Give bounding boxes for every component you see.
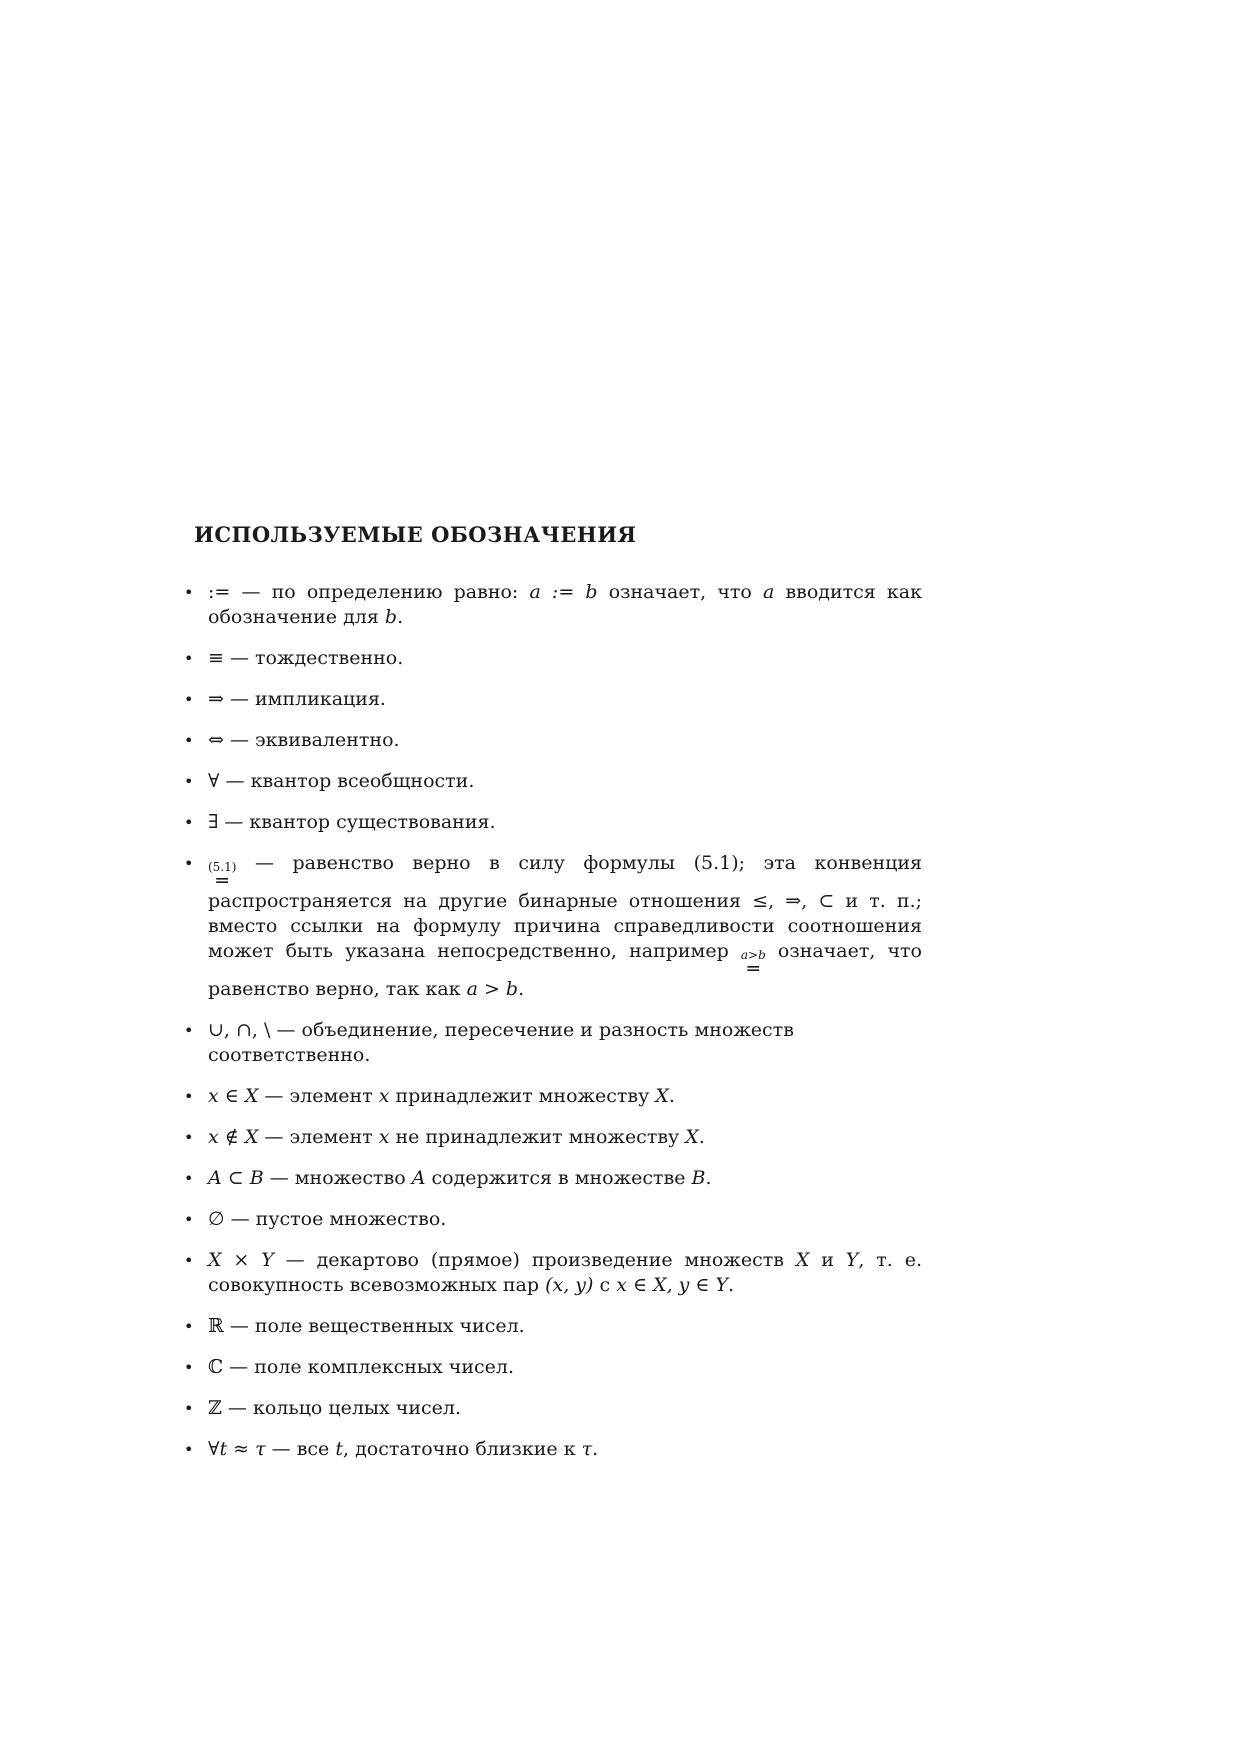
notation-item-complex: • ℂ — поле комплексных чисел. [184, 1356, 515, 1378]
notation-item-identical: • ≡ — тождественно. [184, 647, 404, 669]
description: эквивалентно. [255, 729, 400, 751]
notation-item-define: • := — по определению равно: a := b означает, что a вводится как обозначение для b. [184, 581, 923, 628]
symbol: A ⊂ B [208, 1167, 264, 1189]
bullet: • [184, 813, 194, 832]
description: поле комплексных чисел. [254, 1356, 515, 1378]
notation-item-set-ops: • ∪, ∩, \ — объединение, пересечение и разность множеств соответственно. [184, 1019, 794, 1066]
bullet: • [184, 1021, 194, 1040]
bullet: • [184, 1399, 194, 1418]
notation-item-subset: • A ⊂ B — множество A содержится в множестве B. [184, 1167, 712, 1189]
bullet: • [184, 731, 194, 750]
bullet: • [184, 649, 194, 668]
notation-item-close-to: • ∀t ≈ τ — все t, достаточно близкие к τ. [184, 1438, 599, 1460]
bullet: • [184, 1358, 194, 1377]
notation-item-integers: • ℤ — кольцо целых чисел. [184, 1397, 462, 1419]
notation-item-empty-set: • ∅ — пустое множество. [184, 1208, 447, 1230]
symbol: ℂ [208, 1356, 224, 1378]
symbol: ∃ [208, 811, 219, 833]
bullet: • [184, 1251, 194, 1270]
symbol: ℤ [208, 1397, 222, 1419]
notation-item-cartesian: • X × Y — декартово (прямое) произведение множеств X и Y, т. е. совокупность всевозможных пар (x, y) с x ∈ X, y ∈ Y. [184, 1249, 922, 1296]
reason-equals-symbol: a>b ═ [740, 948, 766, 980]
notation-item-equivalence: • ⇔ — эквивалентно. [184, 729, 400, 751]
bullet: • [184, 583, 194, 602]
bullet: • [184, 1440, 194, 1459]
symbol: ∪, ∩, \ [208, 1019, 271, 1041]
description: импликация. [255, 688, 386, 710]
formula-equals-symbol: (5.1) ═ [208, 860, 237, 892]
symbol: ∀t ≈ τ [208, 1438, 266, 1460]
notation-item-reals: • ℝ — поле вещественных чисел. [184, 1315, 525, 1337]
bullet: • [184, 1087, 194, 1106]
bullet: • [184, 1169, 194, 1188]
notation-list [182, 580, 922, 1478]
bullet: • [184, 1128, 194, 1147]
symbol: x ∈ X [208, 1085, 259, 1107]
symbol: := [208, 581, 231, 603]
bullet: • [184, 690, 194, 709]
notation-item-not-element-of: • x ∉ X — элемент x не принадлежит множеству X. [184, 1126, 705, 1148]
page-title: ИСПОЛЬЗУЕМЫЕ ОБОЗНАЧЕНИЯ [194, 522, 637, 547]
description: пустое множество. [255, 1208, 447, 1230]
notation-item-forall: • ∀ — квантор всеобщности. [184, 770, 475, 792]
bullet: • [184, 1317, 194, 1336]
description: кольцо целых чисел. [252, 1397, 462, 1419]
description: тождественно. [255, 647, 404, 669]
description: поле вещественных чисел. [254, 1315, 525, 1337]
notation-item-element-of: • x ∈ X — элемент x принадлежит множеству X. [184, 1085, 675, 1107]
symbol: ⇒ [208, 688, 224, 710]
description: квантор существования. [249, 811, 496, 833]
symbol: ⇔ [208, 729, 224, 751]
symbol: ∀ [208, 770, 220, 792]
notation-item-exists: • ∃ — квантор существования. [184, 811, 496, 833]
bullet: • [184, 1210, 194, 1229]
bullet: • [184, 854, 194, 873]
symbol: ∅ [208, 1208, 225, 1230]
symbol: ≡ [208, 647, 224, 669]
notation-item-implication: • ⇒ — импликация. [184, 688, 386, 710]
symbol: x ∉ X [208, 1126, 259, 1148]
symbol: X × Y [208, 1249, 274, 1271]
symbol: ℝ [208, 1315, 224, 1337]
description: квантор всеобщности. [250, 770, 475, 792]
description: объединение, пересечение и разность множеств соответственно. [208, 1019, 794, 1066]
bullet: • [184, 772, 194, 791]
notation-item-by-formula: • (5.1) ═ — равенство верно в силу формулы (5.1); эта конвенция распространяется на другие бинарные отношения ≤, ⇒, ⊂ и т. п.; вместо ссылки на формулу причина справедливости соотношения может быть указана непосредственно, например a>b ═ означает, что равенство верно, так как a > b. [184, 852, 923, 1000]
